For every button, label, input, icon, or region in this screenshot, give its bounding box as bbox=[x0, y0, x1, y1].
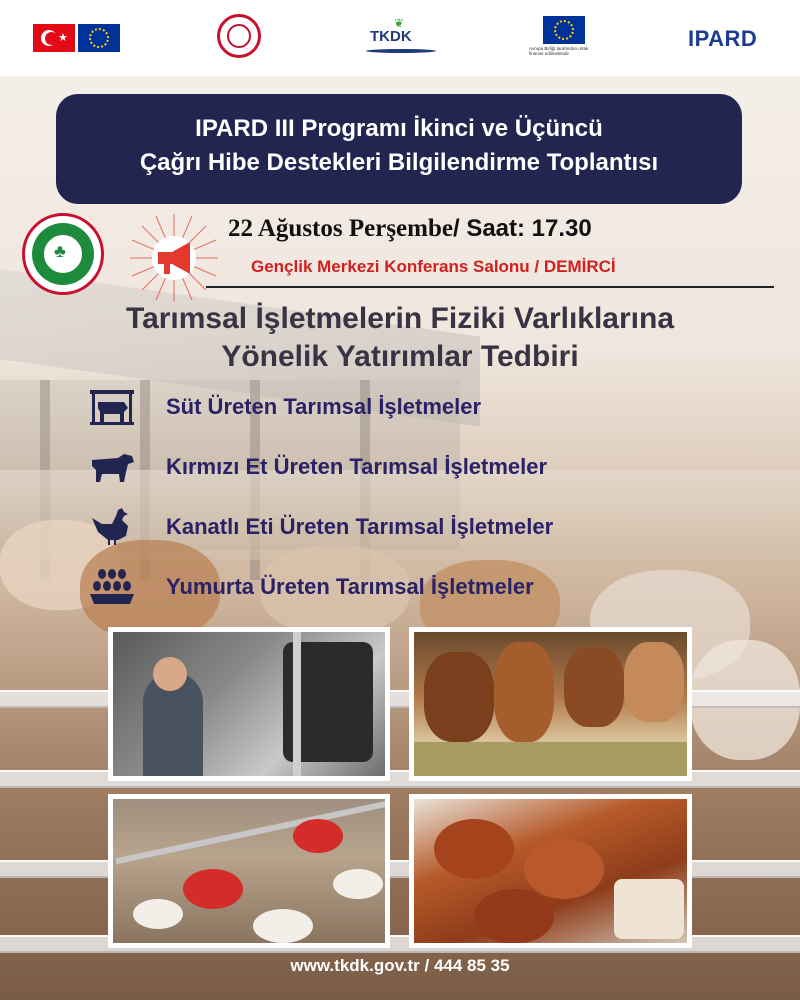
measure-title-line-2: Yönelik Yatırımlar Tedbiri bbox=[221, 340, 579, 373]
ministry-seal-icon bbox=[217, 14, 261, 58]
list-item-label: Süt Üreten Tarımsal İşletmeler bbox=[166, 394, 482, 419]
list-item-label: Yumurta Üreten Tarımsal İşletmeler bbox=[166, 574, 534, 599]
event-date: 22 Ağustos Perşembe bbox=[228, 215, 453, 242]
megaphone-icon bbox=[128, 212, 220, 304]
footer-contact: www.tkdk.gov.tr / 444 85 35 bbox=[290, 956, 510, 975]
laying-hens-photo bbox=[409, 794, 692, 948]
logo-strip bbox=[0, 0, 800, 76]
list-item-label: Kanatlı Eti Üreten Tarımsal İşletmeler bbox=[166, 514, 554, 539]
event-venue: Gençlik Merkezi Konferans Salonu / DEMİRCİ bbox=[251, 257, 616, 276]
milking-icon bbox=[88, 386, 136, 426]
chicken-icon bbox=[88, 506, 136, 546]
list-item bbox=[88, 444, 708, 488]
tkdk-logo: ❦ TKDK bbox=[366, 14, 436, 58]
demirci-municipality-logo: ♣ bbox=[22, 213, 104, 295]
title-banner bbox=[56, 94, 742, 204]
measure-title-line-1: Tarımsal İşletmelerin Fiziki Varlıklarına bbox=[125, 302, 675, 335]
event-time: / Saat: 17.30 bbox=[452, 215, 592, 242]
list-item bbox=[88, 384, 708, 428]
list-item-label: Kırmızı Et Üreten Tarımsal İşletmeler bbox=[166, 454, 548, 479]
cow-icon bbox=[88, 446, 136, 486]
eu-cofinance-caption: Avrupa Birliği tarafından ortak finanse edilmektedir bbox=[529, 46, 589, 56]
event-date-time bbox=[228, 215, 592, 243]
measure-title bbox=[40, 300, 760, 376]
eggs-icon bbox=[88, 566, 136, 606]
milking-photo bbox=[108, 627, 390, 781]
divider bbox=[206, 286, 774, 288]
cattle-feeding-photo bbox=[409, 627, 692, 781]
list-item bbox=[88, 504, 708, 548]
turkey-flag-icon: ★ bbox=[33, 24, 75, 52]
title-line-2: Çağrı Hibe Destekleri Bilgilendirme Toplantısı bbox=[139, 149, 659, 176]
eu-cofinance-flag-icon bbox=[543, 16, 585, 44]
ipard-logo: IPARD bbox=[688, 26, 758, 51]
tkdk-logo-text: TKDK bbox=[370, 28, 412, 45]
broiler-feeders-photo bbox=[108, 794, 390, 948]
eu-flag-icon bbox=[78, 24, 120, 52]
list-item bbox=[88, 564, 708, 608]
title-line-1: IPARD III Programı İkinci ve Üçüncü bbox=[195, 115, 603, 142]
